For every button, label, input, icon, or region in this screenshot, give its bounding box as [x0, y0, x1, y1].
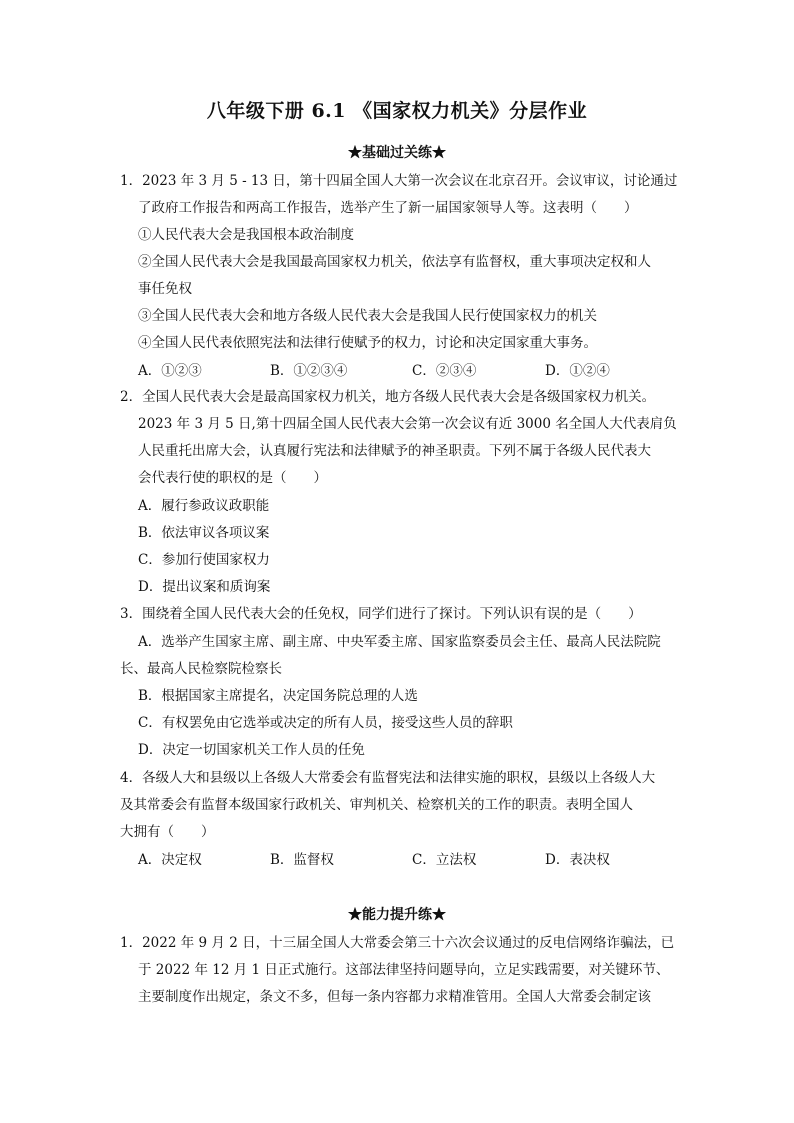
q4-option-c: C．立法权	[412, 852, 477, 868]
section-heading-advanced: ★能力提升练★	[348, 907, 446, 923]
q4-stem-line-3: 大拥有（ ）	[120, 824, 215, 840]
q2-stem-line-1: 2．全国人民代表大会是最高国家权力机关，地方各级人民代表大会是各级国家权力机关。	[120, 389, 656, 405]
q2-stem-line-4: 会代表行使的职权的是（ ）	[138, 470, 327, 486]
q2-option-c: C．参加行使国家权力	[138, 552, 270, 568]
p1-stem-line-2: 于 2022 年 12 月 1 日正式施行。这部法律坚持问题导向，立足实践需要，对关键环节、	[138, 962, 670, 978]
q1-option-c: C．②③④	[412, 363, 477, 379]
q4-option-a: A．决定权	[138, 852, 202, 868]
q3-option-a-line-2: 长、最高人民检察院检察长	[120, 661, 282, 677]
page-title: 八年级下册 6.1 《国家权力机关》分层作业	[206, 100, 588, 122]
q3-option-a-line-1: A．选举产生国家主席、副主席、中央军委主席、国家监察委员会主任、最高人民法院院	[138, 634, 661, 650]
p1-stem-line-1: 1．2022 年 9 月 2 日，十三届全国人大常委会第三十六次会议通过的反电信网络诈骗法，已	[120, 935, 675, 951]
q4-option-d: D．表决权	[545, 852, 610, 868]
q2-option-d: D．提出议案和质询案	[138, 579, 271, 595]
q1-statement-1: ①人民代表大会是我国根本政治制度	[138, 227, 354, 243]
q4-stem-line-2: 及其常委会有监督本级国家行政机关、审判机关、检察机关的工作的职责。表明全国人	[120, 797, 633, 813]
q3-option-d: D．决定一切国家机关工作人员的任免	[138, 742, 365, 758]
q1-stem-line-1: 1．2023 年 3 月 5 - 13 日，第十四届全国人大第一次会议在北京召开。会议审议，讨论通过	[120, 173, 678, 189]
q1-statement-2b: 事任免权	[138, 281, 192, 297]
q1-statement-3: ③全国人民代表大会和地方各级人民代表大会是我国人民行使国家权力的机关	[138, 308, 597, 324]
q1-option-d: D．①②④	[545, 363, 610, 379]
q1-stem-line-2: 了政府工作报告和两高工作报告，选举产生了新一届国家领导人等。这表明（ ）	[138, 200, 638, 216]
q1-option-a: A．①②③	[138, 363, 202, 379]
q2-stem-line-3: 人民重托出席大会，认真履行宪法和法律赋予的神圣职责。下列不属于各级人民代表大	[138, 443, 651, 459]
q2-stem-line-2: 2023 年 3 月 5 日,第十四届全国人民代表大会第一次会议有近 3000 名全国人大代表肩负	[138, 416, 677, 432]
q3-stem-line-1: 3．围绕着全国人民代表大会的任免权，同学们进行了探讨。下列认识有误的是（ ）	[120, 606, 642, 622]
q1-statement-2a: ②全国人民代表大会是我国最高国家权力机关，依法享有监督权，重大事项决定权和人	[138, 254, 651, 270]
q4-stem-line-1: 4．各级人大和县级以上各级人大常委会有监督宪法和法律实施的职权，县级以上各级人大	[120, 770, 656, 786]
q3-option-b: B．根据国家主席提名，决定国务院总理的人选	[138, 688, 418, 704]
q4-option-b: B．监督权	[270, 852, 334, 868]
q3-option-c: C．有权罢免由它选举或决定的所有人员，接受这些人员的辞职	[138, 715, 513, 731]
p1-stem-line-3: 主要制度作出规定，条文不多，但每一条内容都力求精准管用。全国人大常委会制定该	[138, 989, 651, 1005]
q2-option-b: B．依法审议各项议案	[138, 525, 270, 541]
q2-option-a: A．履行参政议政职能	[138, 498, 270, 514]
q1-option-b: B．①②③④	[270, 363, 348, 379]
q1-statement-4: ④全国人民代表依照宪法和法律行使赋予的权力，讨论和决定国家重大事务。	[138, 335, 597, 351]
section-heading-basic: ★基础过关练★	[348, 145, 446, 161]
